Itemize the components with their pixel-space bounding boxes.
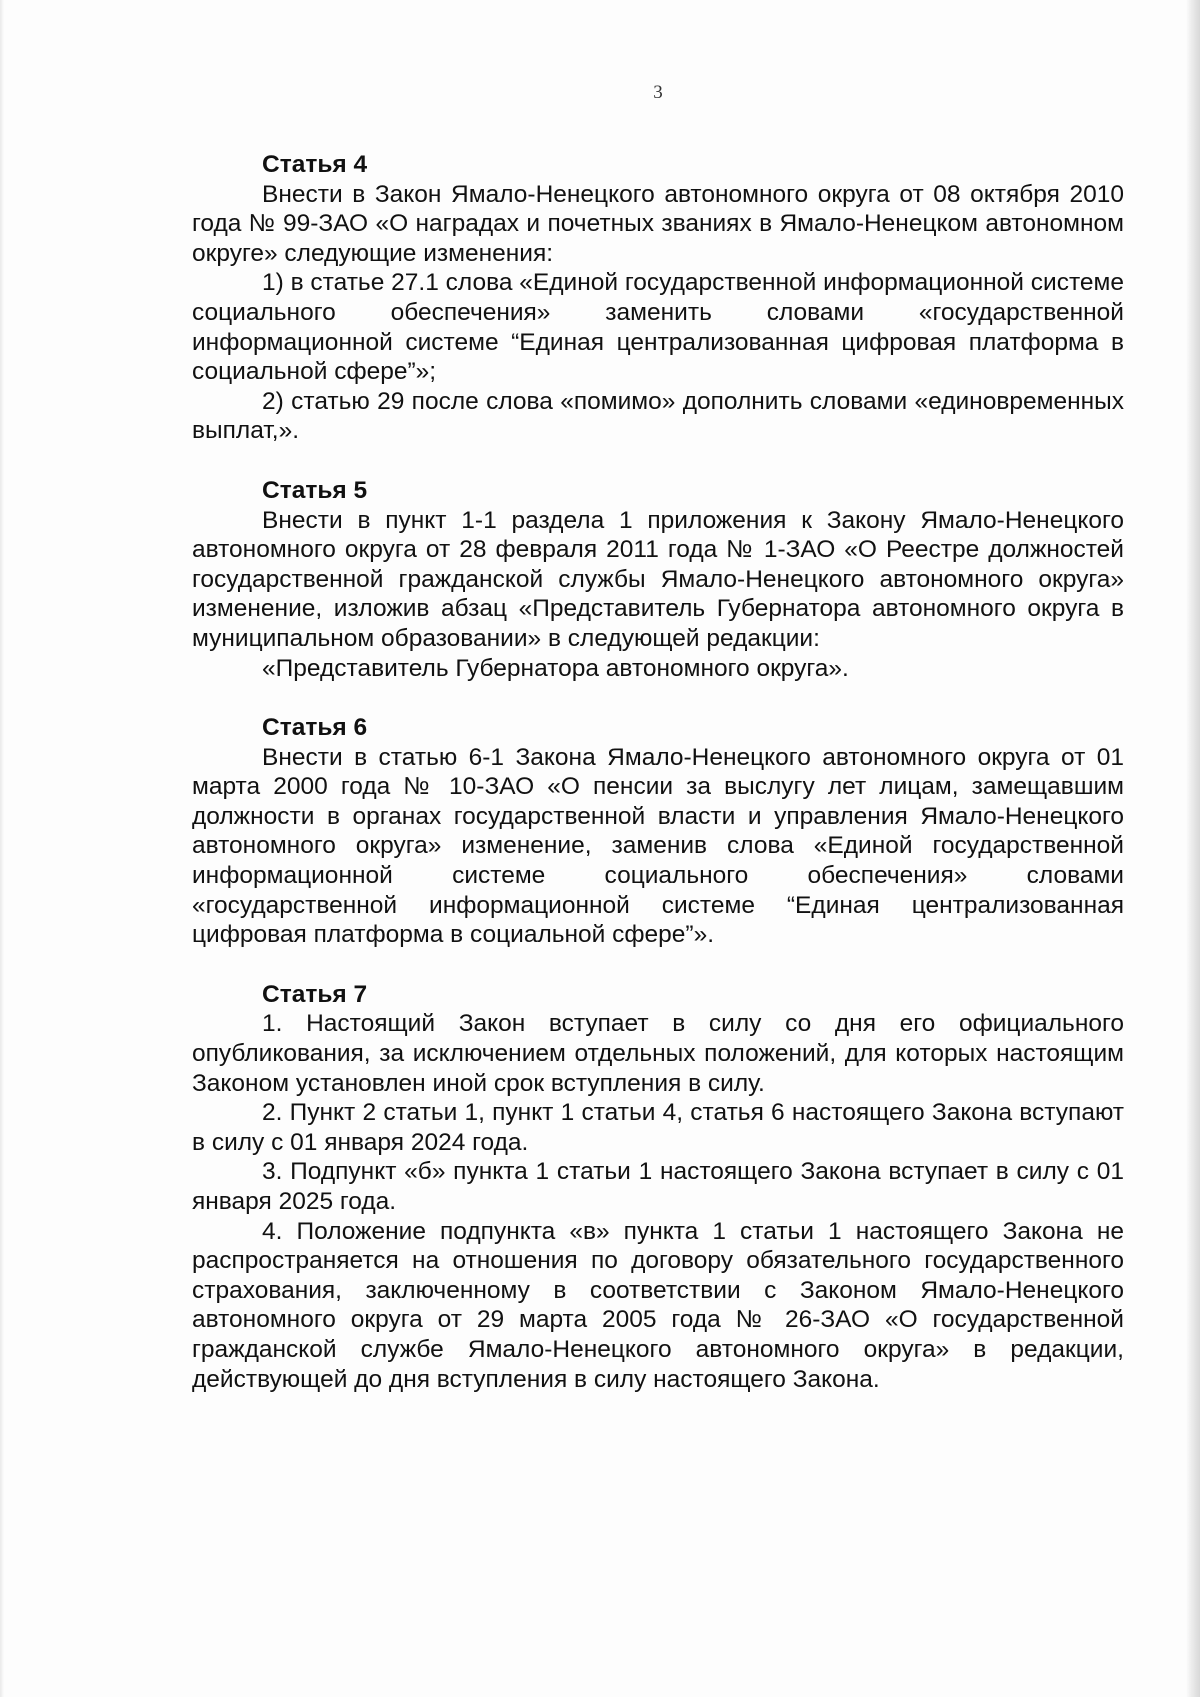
page-number: 3 xyxy=(653,82,663,103)
scan-edge-right xyxy=(1186,0,1200,1697)
article-title: Статья 6 xyxy=(262,714,368,742)
article-title: Статья 7 xyxy=(262,980,368,1008)
scan-edge-left xyxy=(0,0,4,1697)
article-title: Статья 4 xyxy=(262,151,368,178)
article-title: Статья 5 xyxy=(262,476,368,504)
article-7 xyxy=(192,980,1124,1394)
article-paragraph: 2. Пункт 2 статьи 1, пункт 1 статьи 4, статья 6 настоящего Закона вступают в силу с 01 января 2024 года. xyxy=(192,1099,1124,1156)
article-5 xyxy=(192,476,1124,683)
article-paragraph: 4. Положение подпункта «в» пункта 1 статьи 1 настоящего Закона не распространяется на отношения по договору обязательного государственного страхования, заключенному в соответствии с Законом Ямало-Ненецкого автономного округа от 29 марта 2005 года № 26-ЗАО «О государственной гражданской службе Ямало-Ненецкого автономного округа» в редакции, действующей до дня вступления в силу настоящего Закона. xyxy=(192,1217,1124,1393)
article-4 xyxy=(192,150,1124,446)
article-paragraph: 1) в статье 27.1 слова «Единой государственной информационной системе социального обеспечения» заменить словами «государственной информационной системе “Единая централизованная цифровая платформа в социальной сфере”»; xyxy=(192,269,1124,386)
article-paragraph: 3. Подпункт «б» пункта 1 статьи 1 настоящего Закона вступает в силу с 01 января 2025 года. xyxy=(192,1158,1124,1215)
article-6 xyxy=(192,713,1124,950)
document-body xyxy=(192,150,1124,1424)
article-paragraph: 2) статью 29 после слова «помимо» дополнить словами «единовременных выплат,». xyxy=(192,387,1124,445)
article-paragraph: 1. Настоящий Закон вступает в силу со дня его официального опубликования, за исключением отдельных положений, для которых настоящим Законом установлен иной срок вступления в силу. xyxy=(192,1010,1124,1097)
article-paragraph: Внести в пункт 1-1 раздела 1 приложения к Закону Ямало-Ненецкого автономного округа от 28 февраля 2011 года № 1-ЗАО «О Реестре должностей государственной гражданской службы Ямало-Ненецкого автономного округа» изменение, изложив абзац «Представитель Губернатора автономного округа в муниципальном образовании» в следующей редакции: xyxy=(192,506,1124,652)
article-paragraph: «Представитель Губернатора автономного округа». xyxy=(262,654,849,682)
article-paragraph: Внести в статью 6-1 Закона Ямало-Ненецкого автономного округа от 01 марта 2000 года № 10-ЗАО «О пенсии за выслугу лет лицам, замещавшим должности в органах государственной власти и управления Ямало-Ненецкого автономного округа» изменение, заменив слова «Единой государственной информационной системе социального обеспечения» словами «государственной информационной системе “Единая централизованная цифровая платформа в социальной сфере”». xyxy=(192,743,1124,949)
article-paragraph: Внести в Закон Ямало-Ненецкого автономного округа от 08 октября 2010 года № 99-ЗАО «О наградах и почетных званиях в Ямало-Ненецком автономном округе» следующие изменения: xyxy=(192,180,1124,267)
